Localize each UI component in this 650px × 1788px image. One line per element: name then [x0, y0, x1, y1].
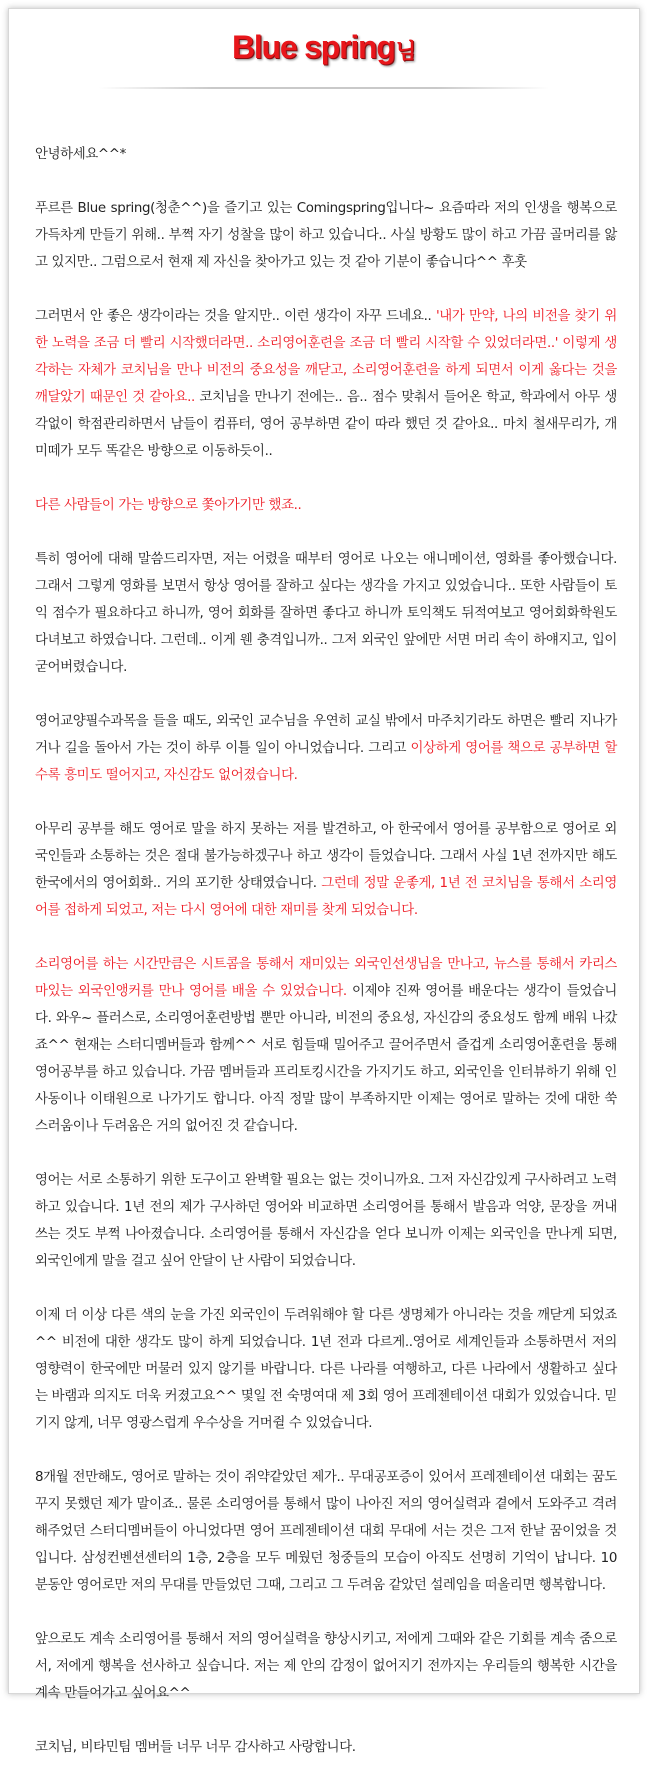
letter-paragraph: [35, 816, 617, 924]
body-text: 그러면서 안 좋은 생각이라는 것을 알지만.. 이런 생각이 자꾸 드네요..: [35, 309, 436, 324]
letter-paragraph: [35, 1734, 617, 1761]
testimonial-card: [8, 8, 640, 1755]
body-text: 안녕하세요^^*: [35, 147, 127, 162]
letter-paragraph: [35, 492, 617, 519]
letter-paragraph: [35, 195, 617, 276]
highlighted-text: 다른 사람들이 가는 방향으로 쫓아가기만 했죠..: [35, 498, 302, 513]
letter-body: [35, 141, 617, 1788]
letter-paragraph: [35, 303, 617, 465]
letter-paragraph: [35, 141, 617, 168]
highlighted-text: 그런데 정말 운좋게, 1년 전 코치님을 통해서 소리영어를 접하게 되었고, 저는 다시 영어에 대한 재미를 찾게 되었습니다.: [35, 876, 617, 918]
letter-paragraph: [35, 546, 617, 681]
highlighted-text: 이상하게 영어를 책으로 공부하면 할수록 흥미도 떨어지고, 자신감도 없어졌습니다.: [35, 741, 617, 783]
letter-paragraph: [35, 1464, 617, 1599]
page-title: [232, 27, 416, 72]
body-text: 8개월 전만해도, 영어로 말하는 것이 쥐약같았던 제가.. 무대공포증이 있어서 프레젠테이션 대회는 꿈도 꾸지 못했던 제가 말이죠.. 물론 소리영어를 통해서 많이 나아진 저의 영어실력과 곁에서 도와주고 격려해주었던 스터디멤버들이 아니었다면 영어 프레젠테이션 대회 무대에 서는 것은 그저 한낱 꿈이었을 것입니다. 삼성컨벤션센터의 1층, 2층을 모두 메웠던 청중들의 모습이 아직도 선명히 기억이 납니다. 10분동안 영어로만 저의 무대를 만들었던 그때, 그리고 그 두려움 같았던 설레임을 떠올리면 행복합니다.: [35, 1470, 617, 1593]
body-text: 영어교양필수과목을 들을 때도, 외국인 교수님을 우연히 교실 밖에서 마주치기라도 하면은 빨리 지나가거나 길을 돌아서 가는 것이 하루 이틀 일이 아니었습니다. 그리고: [35, 714, 617, 756]
highlighted-text: '내가 만약, 나의 비전을 찾기 위한 노력을 조금 더 빨리 시작했더라면.. 소리영어훈련을 조금 더 빨리 시작할 수 있었더라면..' 이렇게 생각하는 자체가 코치님을 만나 비전의 중요성을 깨닫고, 소리영어훈련을 하게 되면서 이게 옳다는 것을 깨달았기 때문인 것 같아요..: [35, 309, 617, 405]
body-text: 영어는 서로 소통하기 위한 도구이고 완벽할 필요는 없는 것이니까요. 그저 자신감있게 구사하려고 노력하고 있습니다. 1년 전의 제가 구사하던 영어와 비교하면 소리영어를 통해서 발음과 억양, 문장을 꺼내 쓰는 것도 부쩍 나아졌습니다. 소리영어를 통해서 자신감을 얻다 보니까 이제는 외국인을 만나게 되면, 외국인에게 말을 걸고 싶어 안달이 난 사람이 되었습니다.: [35, 1173, 617, 1269]
body-text: 푸르른 Blue spring(청춘^^)을 즐기고 있는 Comingspring입니다~ 요즘따라 저의 인생을 행복으로 가득차게 만들기 위해.. 부쩍 자기 성찰을 많이 하고 있습니다.. 사실 방황도 많이 하고 가끔 골머리를 앓고 있지만.. 그럼으로서 현재 제 자신을 찾아가고 있는 것 같아 기분이 좋습니다^^ 후훗: [35, 201, 617, 270]
title-suffix: 님: [395, 40, 417, 63]
body-text: 앞으로도 계속 소리영어를 통해서 저의 영어실력을 향상시키고, 저에게 그때와 같은 기회를 계속 줌으로서, 저에게 행복을 선사하고 싶습니다. 저는 제 안의 감정이 없어지기 전까지는 우리들의 행복한 시간을 계속 만들어가고 싶어요^^: [35, 1632, 617, 1701]
letter-paragraph: [35, 1167, 617, 1275]
body-text: 이제야 진짜 영어를 배운다는 생각이 들었습니다. 와우~ 플러스로, 소리영어훈련방법 뿐만 아니라, 비전의 중요성, 자신감의 중요성도 함께 배워 나갔죠^^ 현재는 스터디멤버들과 함께^^ 서로 힘들때 밀어주고 끌어주면서 즐겁게 소리영어훈련을 통해 영어공부를 하고 있습니다. 가끔 멤버들과 프리토킹시간을 가지기도 하고, 외국인을 인터뷰하기 위해 인사동이나 이태원으로 나가기도 합니다. 아직 정말 많이 부족하지만 이제는 영어로 말하는 것에 대한 쑥스러움이나 두려움은 거의 없어진 것 같습니다.: [35, 984, 617, 1134]
body-text: 특히 영어에 대해 말씀드리자면, 저는 어렸을 때부터 영어로 나오는 애니메이션, 영화를 좋아했습니다. 그래서 그렇게 영화를 보면서 항상 영어를 잘하고 싶다는 생각을 가지고 있었습니다.. 또한 사람들이 토익 점수가 필요하다고 하니까, 영어 회화를 잘하면 좋다고 하니까 토익책도 뒤적여보고 영어회화학원도 다녀보고 하였습니다. 그런데.. 이게 웬 충격입니까.. 그저 외국인 앞에만 서면 머리 속이 하얘지고, 입이 굳어버렸습니다.: [35, 552, 617, 675]
letter-paragraph: [35, 951, 617, 1140]
body-text: 코치님을 만나기 전에는.. 음.. 점수 맞춰서 들어온 학교, 학과에서 아무 생각없이 학점관리하면서 남들이 컴퓨터, 영어 공부하면 같이 따라 했던 것 같아요.. 마치 철새무리가, 개미떼가 모두 똑같은 방향으로 이동하듯이..: [35, 390, 617, 459]
title-name: Blue spring: [231, 29, 395, 65]
highlighted-text: 소리영어를 하는 시간만큼은 시트콤을 통해서 재미있는 외국인선생님을 만나고, 뉴스를 통해서 카리스마있는 외국인앵커를 만나 영어를 배울 수 있었습니다.: [35, 957, 617, 999]
letter-paragraph: [35, 708, 617, 789]
title-divider: [99, 87, 549, 89]
body-text: 아무리 공부를 해도 영어로 말을 하지 못하는 저를 발견하고, 아 한국에서 영어를 공부함으로 영어로 외국인들과 소통하는 것은 절대 불가능하겠구나 하고 생각이 들었습니다. 그래서 사실 1년 전까지만 해도 한국에서의 영어회화.. 거의 포기한 상태였습니다.: [35, 822, 617, 891]
body-text: 코치님, 비타민팀 멤버들 너무 너무 감사하고 사랑합니다.: [35, 1740, 356, 1755]
letter-paragraph: [35, 1302, 617, 1437]
header: [9, 27, 639, 72]
letter-paragraph: [35, 1626, 617, 1707]
body-text: 이제 더 이상 다른 색의 눈을 가진 외국인이 두려워해야 할 다른 생명체가 아니라는 것을 깨닫게 되었죠^^ 비전에 대한 생각도 많이 하게 되었습니다. 1년 전과 다르게..영어로 세계인들과 소통하면서 저의 영향력이 한국에만 머물러 있지 않기를 바랍니다. 다른 나라를 여행하고, 다른 나라에서 생활하고 싶다는 바램과 의지도 더욱 커졌고요^^ 몇일 전 숙명여대 제 3회 영어 프레젠테이션 대회가 있었습니다. 믿기지 않게, 너무 영광스럽게 우수상을 거머쥘 수 있었습니다.: [35, 1308, 617, 1431]
